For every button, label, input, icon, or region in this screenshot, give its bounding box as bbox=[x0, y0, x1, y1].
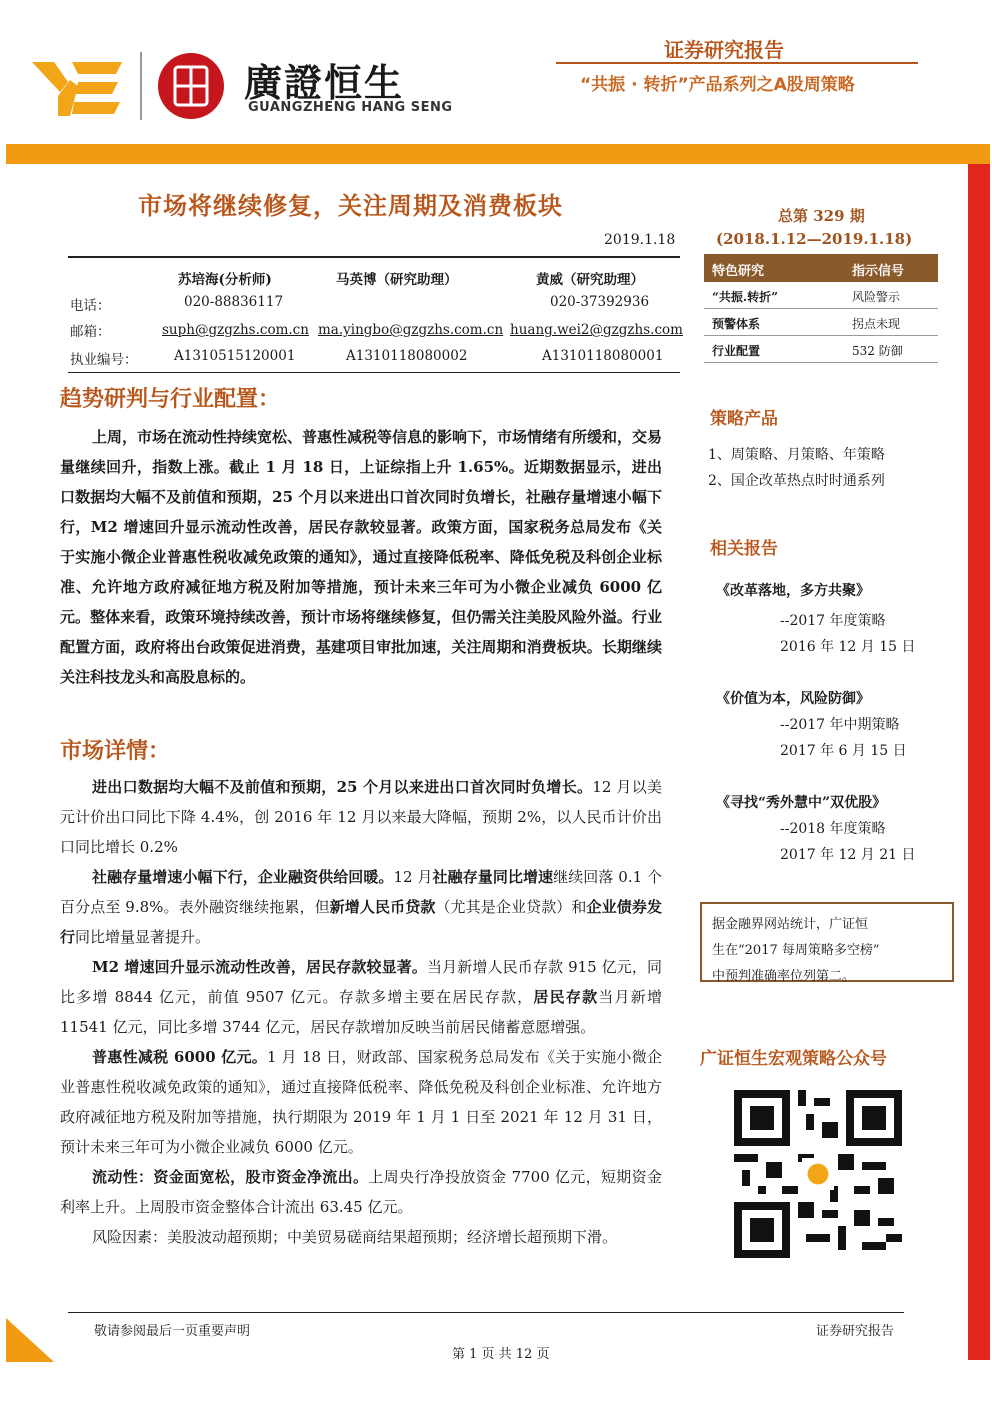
qr-code-icon[interactable] bbox=[734, 1090, 902, 1258]
email-label: 邮箱： bbox=[70, 324, 111, 340]
market-paragraph bbox=[60, 772, 662, 862]
paragraph-text: 12 月以美元计价出口同比下降 4.4%，创 2016 年 12 月以来最大降幅，预期 2%，以人民币计价出口同比增长 0.2% bbox=[60, 778, 662, 856]
signal-row bbox=[704, 309, 938, 336]
author-license: A1310118080002 bbox=[346, 348, 468, 364]
author-phone: 020-37392936 bbox=[550, 294, 650, 310]
author-email-link[interactable]: huang.wei2@gzgzhs.com bbox=[510, 322, 683, 338]
related-report-date: 2017 年 12 月 21 日 bbox=[780, 847, 916, 863]
license-label: 执业编号： bbox=[70, 352, 138, 368]
paragraph-lead: 流动性：资金面宽松，股市资金净流出。 bbox=[92, 1168, 369, 1186]
logo-divider bbox=[140, 52, 142, 120]
paragraph-text: 当月新增 11541 亿元，同比多增 3744 亿元，居民存款增加反映当前居民储蓄意愿增强。 bbox=[60, 988, 662, 1036]
footer-corner-triangle bbox=[6, 1318, 54, 1362]
market-heading: 市场详情： bbox=[60, 738, 171, 764]
author-license: A1310118080001 bbox=[542, 348, 664, 364]
report-date: 2019.1.18 bbox=[604, 232, 676, 248]
signal-table-header bbox=[704, 254, 938, 282]
footer-report-type: 证券研究报告 bbox=[816, 1324, 895, 1339]
page-title: 市场将继续修复，关注周期及消费板块 bbox=[138, 191, 563, 220]
author-rule-top bbox=[68, 256, 680, 258]
related-report-sub: --2017 年度策略 bbox=[780, 613, 886, 629]
author-email-link[interactable]: ma.yingbo@gzgzhs.com.cn bbox=[318, 322, 504, 338]
related-report-title[interactable]: 《改革落地，多方共聚》 bbox=[716, 583, 870, 599]
author-phone: 020-88836117 bbox=[184, 294, 284, 310]
related-report-title[interactable]: 《寻找“秀外慧中”双优股》 bbox=[716, 795, 887, 811]
paragraph-emphasis: 居民存款 bbox=[533, 988, 599, 1006]
related-report-date: 2017 年 6 月 15 日 bbox=[780, 743, 907, 759]
stat-line: 据金融界网站统计，广证恒 bbox=[712, 917, 869, 932]
page-number: 第 1 页 共 12 页 bbox=[452, 1347, 550, 1362]
trend-heading: 趋势研判与行业配置： bbox=[60, 386, 281, 412]
stat-callout bbox=[700, 902, 954, 982]
related-heading: 相关报告 bbox=[710, 539, 778, 559]
signal-value: 拐点未现 bbox=[852, 317, 901, 331]
author-name: 马英博（研究助理） bbox=[336, 272, 458, 288]
issue-period: (2018.1.12—2019.1.18) bbox=[716, 230, 913, 248]
signal-item: 行业配置 bbox=[712, 344, 761, 358]
footer-rule bbox=[68, 1312, 904, 1313]
market-details bbox=[60, 772, 662, 1252]
related-report-title[interactable]: 《价值为本，风险防御》 bbox=[716, 691, 870, 707]
author-name: 苏培海(分析师) bbox=[178, 272, 272, 288]
author-email-link[interactable]: suph@gzgzhs.com.cn bbox=[162, 322, 309, 338]
paragraph-text: 上周央行净投放资金 7700 亿元，短期资金利率上升。上周股市资金整体合计流出 63.45 亿元。 bbox=[60, 1168, 662, 1216]
paragraph-emphasis: 社融存量同比增速 bbox=[432, 868, 554, 886]
phone-label: 电话： bbox=[70, 298, 111, 314]
paragraph-lead: 普惠性减税 6000 亿元。 bbox=[92, 1048, 268, 1066]
paragraph-text: （尤其是企业贷款）和 bbox=[435, 898, 587, 916]
report-type: 证券研究报告 bbox=[664, 38, 784, 62]
trend-paragraph bbox=[60, 422, 662, 692]
product-item: 1、周策略、月策略、年策略 bbox=[708, 447, 885, 463]
trend-text: 上周，市场在流动性持续宽松、普惠性减税等信息的影响下，市场情绪有所缓和，交易量继续回升，指数上涨。截止 1 月 18 日，上证综指上升 1.65%。近期数据显示，进出口数据均大幅不及前值和预期，25 个月以来进出口首次同时负增长，社融存量增速小幅下行，M2 增速回升显示流动性改善，居民存款较显著。政策方面，国家税务总局发布《关于实施小微企业普惠性税收减免政策的通知》，通过直接降低税率、降低免税及科创企业标准、允许地方政府减征地方税及附加等措施，预计未来三年可为小微企业减负 6000 亿元。整体来看，政策环境持续改善，预计市场将继续修复，但仍需关注美股风险外溢。行业配置方面，政府将出台政策促进消费，基建项目审批加速，关注周期和消费板块。长期继续关注科技龙头和高股息标的。 bbox=[60, 428, 663, 686]
signal-head-col1: 特色研究 bbox=[712, 264, 765, 279]
stat-line: 生在“2017 每周策略多空榜” bbox=[712, 943, 880, 958]
wechat-heading: 广证恒生宏观策略公众号 bbox=[700, 1049, 887, 1069]
paragraph-lead: 社融存量增速小幅下行，企业融资供给回暖。 bbox=[92, 868, 394, 886]
author-rule-bottom bbox=[68, 372, 680, 373]
author-name: 黄威（研究助理） bbox=[536, 272, 644, 288]
series-title: “共振 · 转折”产品系列之A股周策略 bbox=[580, 75, 855, 95]
header-band bbox=[6, 144, 990, 164]
header-rule bbox=[556, 62, 918, 64]
side-red-bar bbox=[968, 164, 990, 1360]
signal-table bbox=[704, 254, 938, 363]
paragraph-text: 12 月 bbox=[393, 868, 433, 886]
footer-disclaimer-link[interactable]: 敬请参阅最后一页重要声明 bbox=[94, 1324, 251, 1339]
paragraph-emphasis: 新增人民币贷款 bbox=[329, 898, 436, 916]
products-heading: 策略产品 bbox=[710, 409, 778, 429]
signal-row bbox=[704, 282, 938, 309]
paragraph-text: 同比增量显著提升。 bbox=[75, 928, 211, 946]
ye-logo-icon bbox=[32, 56, 124, 118]
risk-paragraph: 风险因素：美股波动超预期；中美贸易磋商结果超预期；经济增长超预期下滑。 bbox=[92, 1228, 618, 1246]
related-report-sub: --2017 年中期策略 bbox=[780, 717, 900, 733]
paragraph-text: 当月新增人民币存款 915 亿元，同比多增 8844 亿元，前值 9507 亿元。存款多增主要在居民存款， bbox=[60, 958, 663, 1006]
signal-value: 532 防御 bbox=[852, 344, 903, 358]
stat-line: 中预判准确率位列第二。 bbox=[712, 969, 856, 984]
market-paragraph bbox=[60, 952, 662, 1042]
signal-value: 风险警示 bbox=[852, 290, 901, 304]
author-license: A1310515120001 bbox=[174, 348, 296, 364]
paragraph-lead: 进出口数据均大幅不及前值和预期，25 个月以来进出口首次同时负增长。 bbox=[92, 778, 593, 796]
paragraph-emphasis: 企业债券发行 bbox=[60, 898, 662, 946]
related-report-date: 2016 年 12 月 15 日 bbox=[780, 639, 916, 655]
paragraph-lead: M2 增速回升显示流动性改善，居民存款较显著。 bbox=[92, 958, 428, 976]
product-item: 2、国企改革热点时时通系列 bbox=[708, 473, 885, 489]
paragraph-text: 继续回落 0.1 个百分点至 9.8%。表外融资继续拖累，但 bbox=[60, 868, 662, 916]
signal-item: 预警体系 bbox=[712, 317, 761, 331]
paragraph-text: 1 月 18 日，财政部、国家税务总局发布《关于实施小微企业普惠性税收减免政策的通知》，通过直接降低税率、降低免税及科创企业标准、允许地方政府减征地方税及附加等措施，执行期限为 2019 年 1 月 1 日至 2021 年 12 月 31 日，预计未来三年可为小微企业减负 6000 亿元。 bbox=[60, 1048, 662, 1156]
brand-name-en: GUANGZHENG HANG SENG bbox=[248, 100, 453, 115]
signal-row bbox=[704, 336, 938, 363]
seal-logo-icon bbox=[158, 53, 224, 119]
market-paragraph bbox=[60, 1162, 662, 1222]
brand-name-cn: 廣證恒生 bbox=[244, 61, 405, 105]
related-report-sub: --2018 年度策略 bbox=[780, 821, 886, 837]
market-paragraph bbox=[60, 862, 662, 952]
signal-item: “共振.转折” bbox=[712, 290, 778, 304]
signal-head-col2: 指示信号 bbox=[852, 264, 905, 279]
issue-number: 总第 329 期 bbox=[778, 207, 865, 225]
market-paragraph bbox=[60, 1042, 662, 1162]
